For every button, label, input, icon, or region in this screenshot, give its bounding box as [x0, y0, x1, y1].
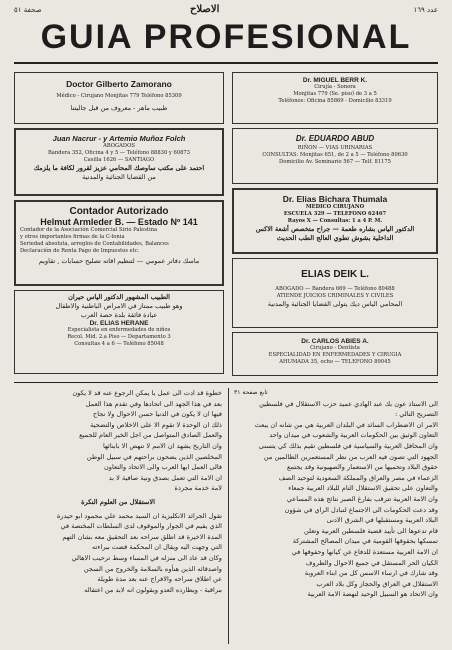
article-line: التصريح التالي : — [394, 410, 438, 419]
article-text — [14, 511, 222, 596]
ad-arabic: ماسك دفاتر عمومي — لتنظيم اقاته تصليح حسابات , تقاويم — [38, 257, 200, 265]
ad-line: ATIENDE JUICIOS CRIMINALES Y CIVILES — [276, 293, 394, 299]
ad-line: Seriedad absoluta, arreglos de Contabilidades, Balances — [20, 241, 169, 247]
ad-arabic: وهو طبيب ممتاز في الامراض الباطنية والاطفال — [55, 302, 183, 310]
article-line: التي وجهت اليه ويقال ان المحكمة قضت ببراءته — [92, 543, 222, 552]
article-line: والتعاون على تحقيق الاستقلال التام للبلاد العربية جمعاء — [288, 484, 438, 493]
article-continuation: تابع صفحة ٣١ — [234, 389, 268, 396]
ad-line: AHUMADA 35, ocho — TELEFONO 89045 — [279, 359, 391, 365]
article-line: وان التاريخ يشهد ان الامم لا تنهض الا بابنائها — [102, 441, 222, 450]
title-rule — [14, 62, 438, 64]
article-line: بعد في هذا الجهد الى اتحادها وفي تقدم هذا العمل — [85, 399, 222, 408]
article-text — [234, 399, 438, 600]
article-line: فيها ان لا يكون في الدنيا حسن الاحوال ولا نجاح — [93, 410, 222, 419]
ad-line: RIÑON — VIAS URINARIAS — [297, 145, 373, 151]
ad-deik — [232, 258, 438, 328]
ad-line: Domicilio Av. Seminario 567 — Telf. 81175 — [279, 159, 391, 165]
article-line: وان المحافل العربية والسياسية في فلسطين تقيم بذلك كي يتسنى — [258, 441, 438, 450]
ad-line: Casilla 1626 — SANTIAGO — [83, 157, 155, 163]
article-line: وان الاتحاد هو السبيل الوحيد لنهضة الامة العربية — [307, 590, 438, 599]
article-line: قام تدعوها الى تأييد قضية فلسطين العربية وتعلن — [304, 526, 438, 535]
article-line: التعاون الوثيق بين الحكومات العربية والشعوب في ميدان واحد — [269, 431, 438, 440]
section-rule — [14, 382, 438, 383]
article-line: حقوق البلاد وتحميها من الاستعمار والصهيونية وقد يجتمع — [286, 463, 438, 472]
article-column-left — [14, 388, 222, 644]
article-line: الجهود التي تصون فيه العرب من نظر المستعمرين الظالمين من — [263, 452, 438, 461]
ad-nacrur — [14, 128, 224, 196]
ad-name: Helmut Armleder B. — Estado Nº 141 — [40, 217, 198, 227]
ad-name: ELIAS DEIK L. — [301, 269, 369, 280]
ad-line: CONSULTAS: Monjitas 651, de 2 a 5 — Teléfono 80630 — [262, 152, 408, 158]
article-line: ذلك ان الوحدة لا تقوم الا على الاخلاص والتضحية — [90, 420, 222, 429]
ad-line: Monjitas 779 (Se. piso) de 3 a 5 — [293, 91, 377, 97]
article-subheading: الاستقلال من العلوم النكرة — [81, 497, 155, 506]
ad-line: ABOGADO — Bandera 669 — Teléfono 80488 — [275, 286, 395, 292]
article-line: المخلصين الذين يضحون براحتهم في سبيل الوطن — [86, 452, 222, 461]
ad-line: Consultas 4 a 6 — Teléfono 85048 — [74, 341, 164, 347]
article-line: وكان قد عاد الى منزله في المساء وسط ترحيب الاهالي — [71, 553, 222, 562]
ad-line: ESPECIALIDAD EN ENFERMEDADES Y CIRUGIA — [268, 352, 402, 358]
article-line: الى الاستاذ عون بك عبد الهادي عميد حزب الاستقلال في فلسطين — [259, 399, 438, 408]
article-line: المدة الاخيرة قد اطلق سراحه بعد التحقيق معه بشان التهم — [62, 532, 222, 541]
article-line: خطوة قد ادت الى عمل يا يمكن الرجوع عنه قد لا يكون — [72, 389, 222, 397]
column-divider — [228, 388, 229, 644]
ad-line: Cirujía - Sonora — [314, 84, 356, 90]
article-line: والعمل الصادق المتواصل من اجل الخير العام للجميع — [79, 431, 222, 440]
ad-arabic: الدكتور الياس بشاره طعمة — جراح متخصص أشعة الاكس — [255, 225, 415, 233]
ad-role: MEDICO CIRUJANO — [305, 204, 365, 210]
ad-contador — [14, 200, 224, 286]
article-line: وقد دعت الحكومات الى الاجتماع لتبادل الراي في شؤون — [284, 505, 438, 514]
ad-arabic: من القضايا الجنائية والمدنية — [82, 173, 156, 181]
ad-line: Recol. Mid. 2.a Piso — Departamento 3 — [67, 334, 171, 340]
article-line: الذي يقيم في الجوار والموقوف لدى السلطات المختصة في — [60, 522, 222, 531]
page-title: GUIA PROFESIONAL — [40, 18, 412, 56]
ad-line: Médico - Cirujano Monjitas 779 Teléfono 85309 — [56, 93, 182, 99]
article-line: ان الامة العربية مستعدة للدفاع عن كيانها وحقوقها في — [291, 547, 438, 556]
ad-name: Dr. MIGUEL BERR K. — [302, 77, 368, 84]
ad-zamorano — [14, 72, 224, 124]
ad-arabic: طبيب ماهر - معروف من قبل جاليتنا — [70, 104, 168, 112]
article-line: الامر ان الاضطراب السائد في البلدان العربية هي من شانه ان يبعث — [254, 420, 438, 429]
ad-berr — [232, 72, 438, 124]
masthead-logo: الاصلاح — [190, 4, 220, 15]
ad-name: Dr. ELIAS HERANE — [89, 320, 149, 327]
ad-name: Doctor Gilberto Zamorano — [66, 79, 172, 89]
article-line: وان الامة العربية تترقب بفارغ الصبر نتائج هذه المساعي — [286, 494, 438, 503]
ad-line: Declaración de Renta Pago de Impuestos etc. — [20, 248, 140, 254]
ad-name: Dr. Elias Bichara Thumala — [282, 194, 388, 204]
ad-arabic: عيادة فائقة بلدة حصة العرب — [80, 311, 158, 319]
issue-number: عدد ١٦٩ — [413, 6, 438, 14]
article-line: البلاد العربية ومستقبلها في الشرق الادنى — [326, 516, 438, 525]
ad-line: Rayos X — Consultas: 1 a 4 P. M. — [287, 218, 383, 224]
ad-role: ABOGADOS — [103, 143, 135, 149]
article-line: مراقبة - ويطارده العدو ويقولون انه لابد من اعتقاله — [84, 585, 222, 594]
article-line: فالى العمل ايها العرب والى الاتحاد والتعاون — [103, 463, 222, 472]
article-line: وقد شارك في ارساء الاسس كل من ابناء العروبة — [304, 569, 438, 578]
ad-abies — [232, 332, 438, 376]
article-line: عن اطلاق سراحه والافراج عنه بعد مدة طويلة — [97, 575, 222, 584]
article-line: الزعماء في مصر والعراق والمملكة السعودية لتوحيد الصف — [278, 473, 438, 482]
article-line: الكيان الحر المستقل في جميع الاحوال والظروف — [305, 558, 438, 567]
ad-name: Juan Nacrur - y Artemio Muñoz Folch — [52, 134, 186, 143]
article-line: واصدقائه الذين هنأوه بالسلامة والخروج من السجن — [83, 564, 222, 573]
ad-name: Dr. CARLOS ABIES A. — [301, 338, 369, 345]
ad-thumala — [232, 188, 438, 254]
article-line: تمسكها بحقوقها القومية في ميدان المصالح المشتركة — [292, 537, 438, 546]
article-line: ان الامة التي تعمل بصدق ونية صافية لا بد — [108, 473, 222, 482]
ad-line: Cirujano - Dentista — [310, 345, 360, 351]
ad-arabic: احتمد على مكتب ساوصك المحامي عزيز لقرور لكافة ما يلزمك — [33, 164, 205, 172]
ad-line: Especialista en enfermedades de niños — [67, 327, 171, 333]
ad-arabic: الداخلية بشوش تطوي العالج الطب الحديث — [276, 234, 394, 242]
ad-arabic: الطبيب المشهور الدكتور الياس حيران — [68, 293, 170, 301]
ad-line: Bandera 352, Oficina 4 y 5 — Teléfono 88830 y 60873 — [48, 150, 190, 156]
ad-herane — [14, 290, 224, 374]
article-line: الاستقلال في العراق والحجاز وكل بلاد العرب — [316, 579, 438, 588]
ad-name: Dr. EDUARDO ABUD — [295, 134, 375, 143]
article-line: تقول الجرائد الانكليزية ان السيد محمد علي محمود ابو حيدرة — [56, 511, 222, 520]
ad-line: Contador de la Asociación Comercial Sirio Palestina — [20, 227, 158, 233]
ad-heading: Contador Autorizado — [69, 206, 169, 217]
article-text — [14, 388, 222, 494]
ad-line: Teléfonos: Oficina 85869 - Domicilio 83319 — [278, 98, 392, 104]
page-number: صحفة ٥١ — [14, 6, 42, 14]
article-column-right — [234, 388, 438, 644]
ad-line: y otros importantes firmas de la C-lonia — [20, 234, 125, 240]
ad-abud — [232, 128, 438, 184]
ad-arabic: المحامي الياس ديك يتولى القضايا الجنائية والمدنية — [267, 300, 403, 308]
article-line: لامة خدمة مجردة — [174, 484, 222, 493]
ad-line: ESCUELA 329 — TELEFONO 62467 — [283, 211, 387, 217]
